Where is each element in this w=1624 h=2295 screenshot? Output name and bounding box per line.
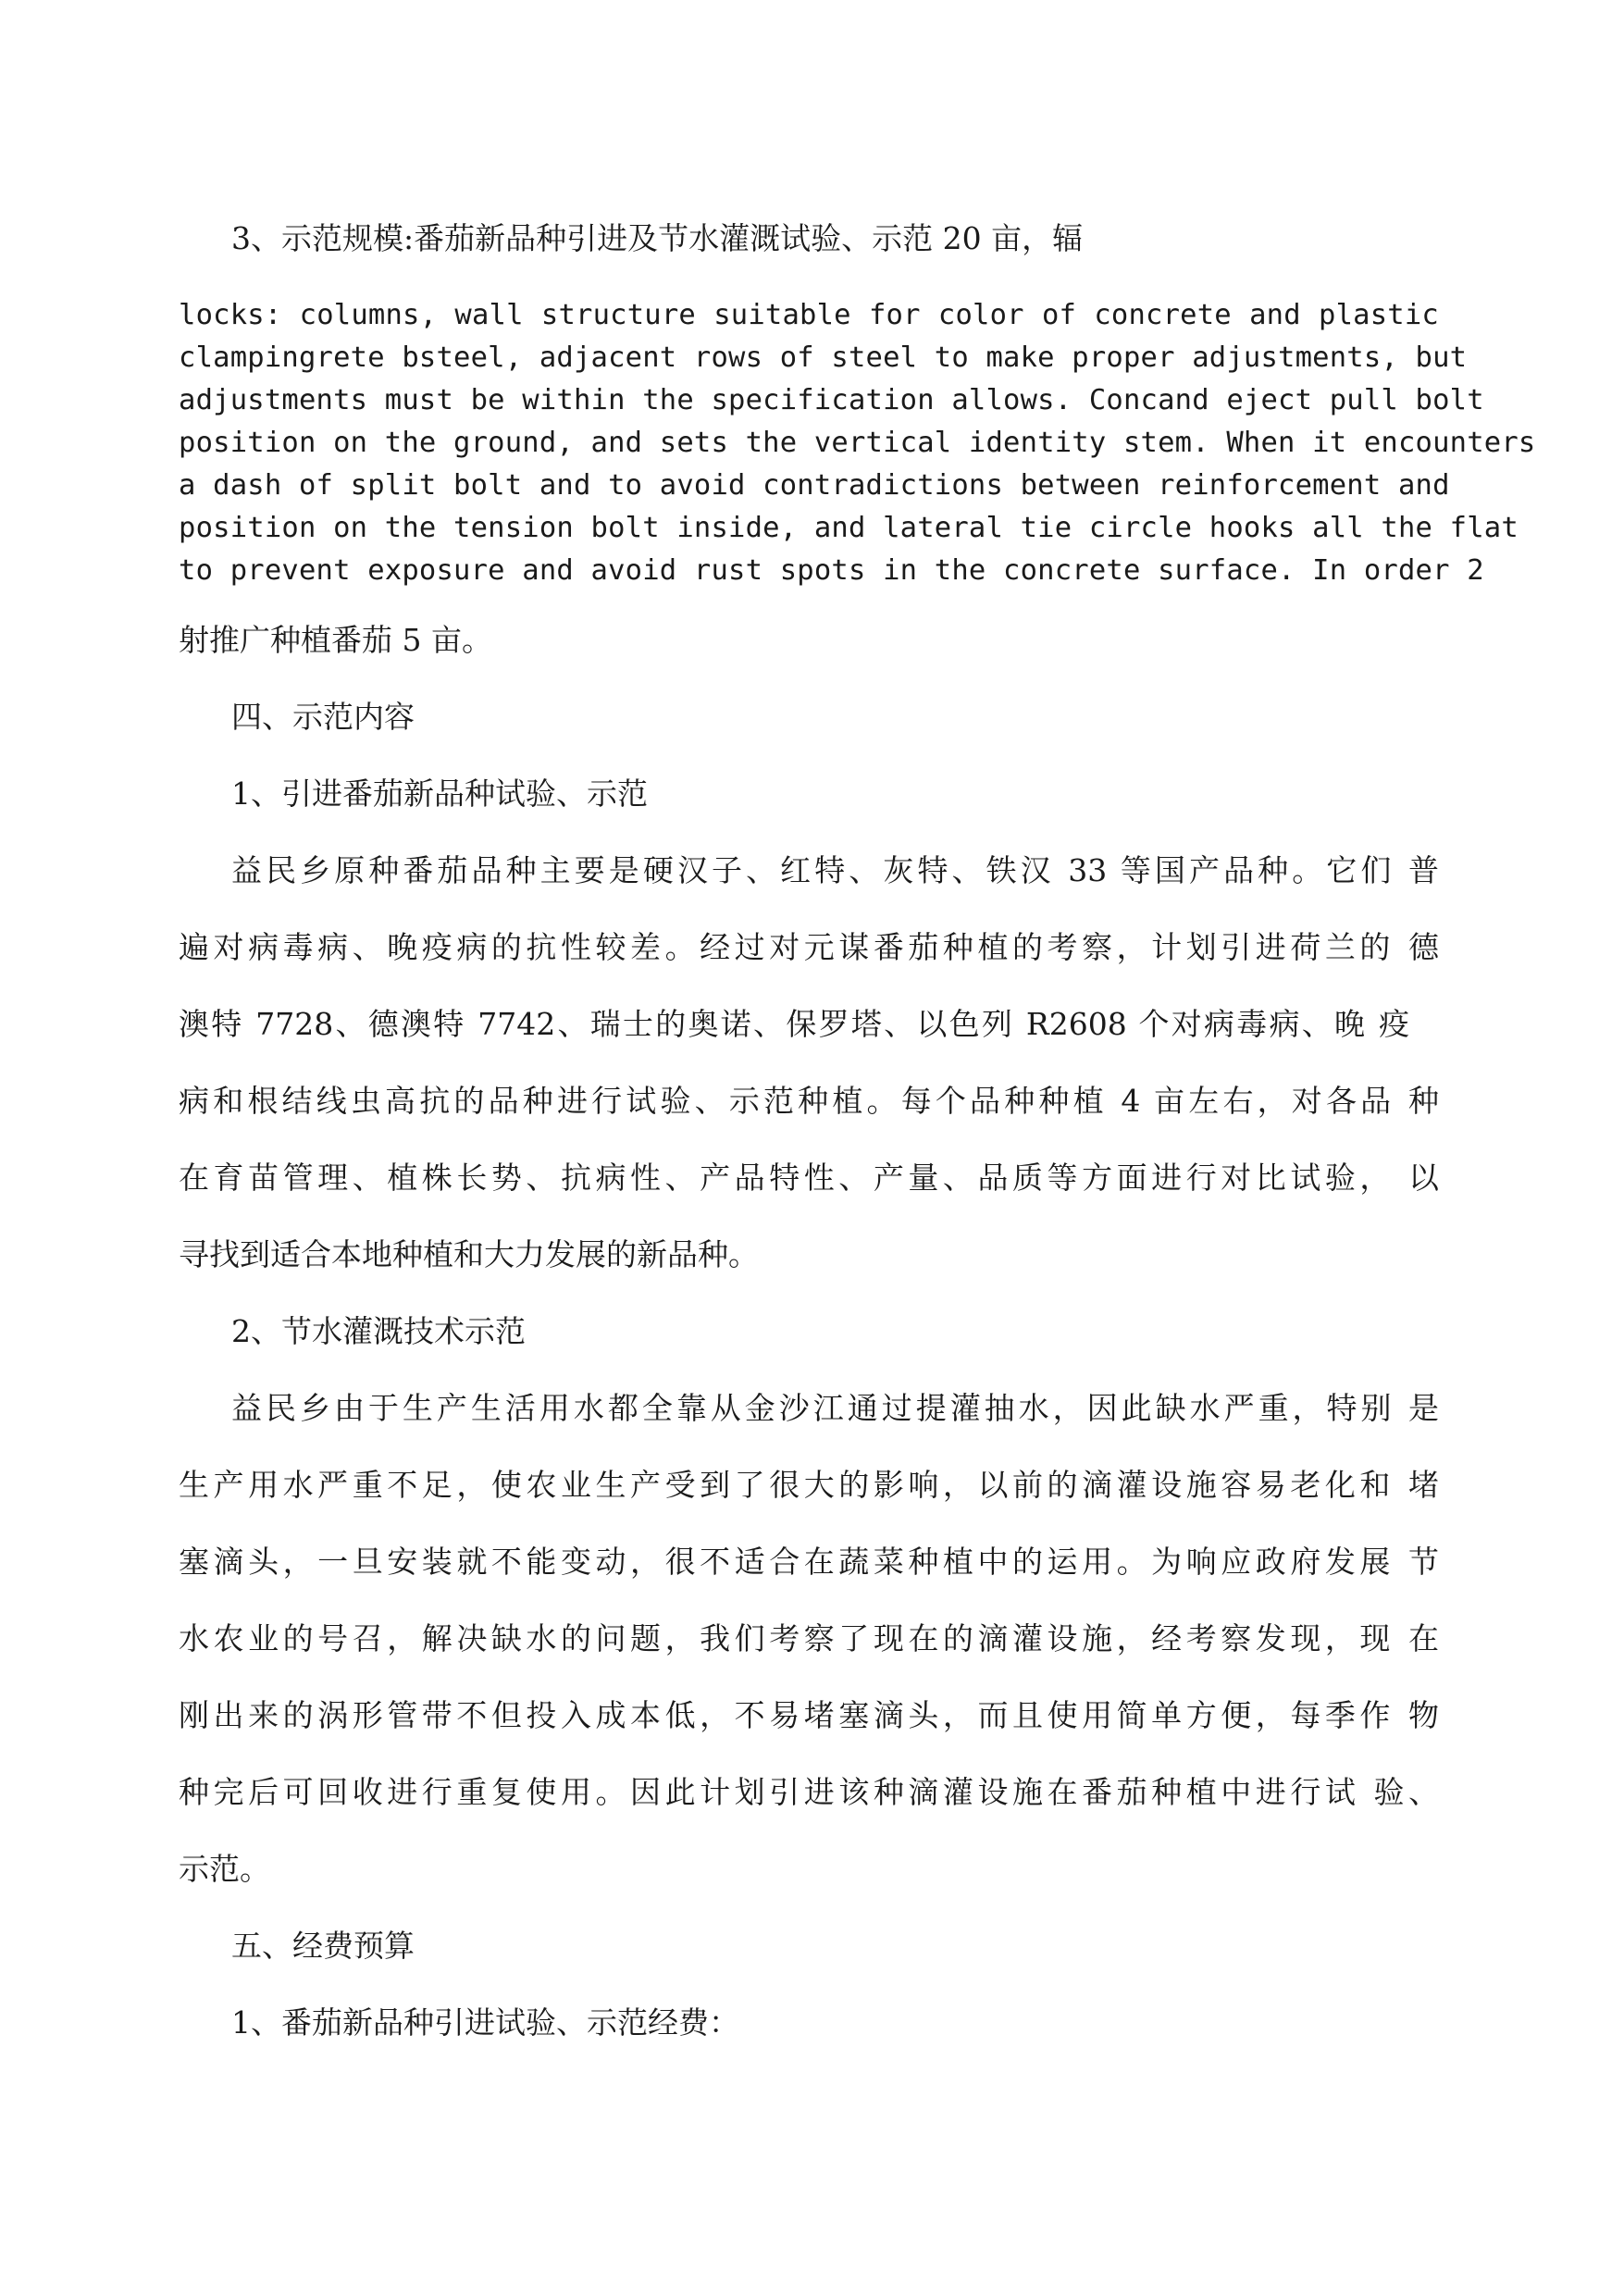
english-line: clampingrete bsteel, adjacent rows of steel to make proper adjustments, but [179, 341, 1468, 374]
radiate-line: 射推广种植番茄 5 亩。 [179, 622, 492, 658]
paragraph-line: 澳特 7728、德澳特 7742、瑞士的奥诺、保罗塔、以色列 R2608 个对病毒病、晚 疫 [179, 1006, 1409, 1042]
paragraph-line: 示范。 [179, 1851, 270, 1887]
paragraph-line: 病和根结线虫高抗的品种进行试验、示范种植。每个品种种植 4 亩左右，对各品 种 [179, 1083, 1439, 1119]
subheading-4-1: 1、引进番茄新品种试验、示范 [231, 775, 648, 812]
english-line: a dash of split bolt and to avoid contradictions between reinforcement and [179, 469, 1450, 502]
english-line: position on the tension bolt inside, and lateral tie circle hooks all the flat [179, 512, 1519, 544]
english-paragraph [179, 294, 1536, 592]
paragraph-line: 水农业的号召，解决缺水的问题，我们考察了现在的滴灌设施，经考察发现，现 在 [179, 1620, 1439, 1656]
scale-line: 3、示范规模:番茄新品种引进及节水灌溉试验、示范 20 亩，辐 [231, 220, 1084, 256]
subheading-4-2: 2、节水灌溉技术示范 [231, 1313, 526, 1349]
paragraph-line: 益民乡原种番茄品种主要是硬汉子、红特、灰特、铁汉 33 等国产品种。它们 普 [231, 852, 1439, 888]
paragraph-line: 寻找到适合本地种植和大力发展的新品种。 [179, 1236, 759, 1272]
paragraph-line: 塞滴头，一旦安装就不能变动，很不适合在蔬菜种植中的运用。为响应政府发展 节 [179, 1544, 1439, 1580]
paragraph-line: 遍对病毒病、晚疫病的抗性较差。经过对元谋番茄种植的考察，计划引进荷兰的 德 [179, 929, 1439, 965]
english-line: to prevent exposure and avoid rust spots in the concrete surface. In order 2 [179, 554, 1484, 587]
paragraph-line: 刚出来的涡形管带不但投入成本低，不易堵塞滴头，而且使用简单方便，每季作 物 [179, 1697, 1439, 1733]
section-heading-5: 五、经费预算 [231, 1928, 415, 1964]
paragraph-line: 益民乡由于生产生活用水都全靠从金沙江通过提灌抽水，因此缺水严重，特别 是 [231, 1390, 1439, 1426]
english-line: position on the ground, and sets the vertical identity stem. When it encounters [179, 427, 1536, 459]
paragraph-line: 种完后可回收进行重复使用。因此计划引进该种滴灌设施在番茄种植中进行试 验、 [179, 1774, 1439, 1810]
subheading-5-1: 1、番茄新品种引进试验、示范经费： [231, 2004, 739, 2041]
section-heading-4: 四、示范内容 [231, 699, 415, 735]
paragraph-line: 在育苗管理、植株长势、抗病性、产品特性、产量、品质等方面进行对比试验， 以 [179, 1160, 1439, 1196]
english-line: adjustments must be within the specification allows. Concand eject pull bolt [179, 384, 1484, 416]
english-line: locks: columns, wall structure suitable for color of concrete and plastic [179, 299, 1439, 331]
paragraph-line: 生产用水严重不足，使农业生产受到了很大的影响，以前的滴灌设施容易老化和 堵 [179, 1467, 1439, 1503]
